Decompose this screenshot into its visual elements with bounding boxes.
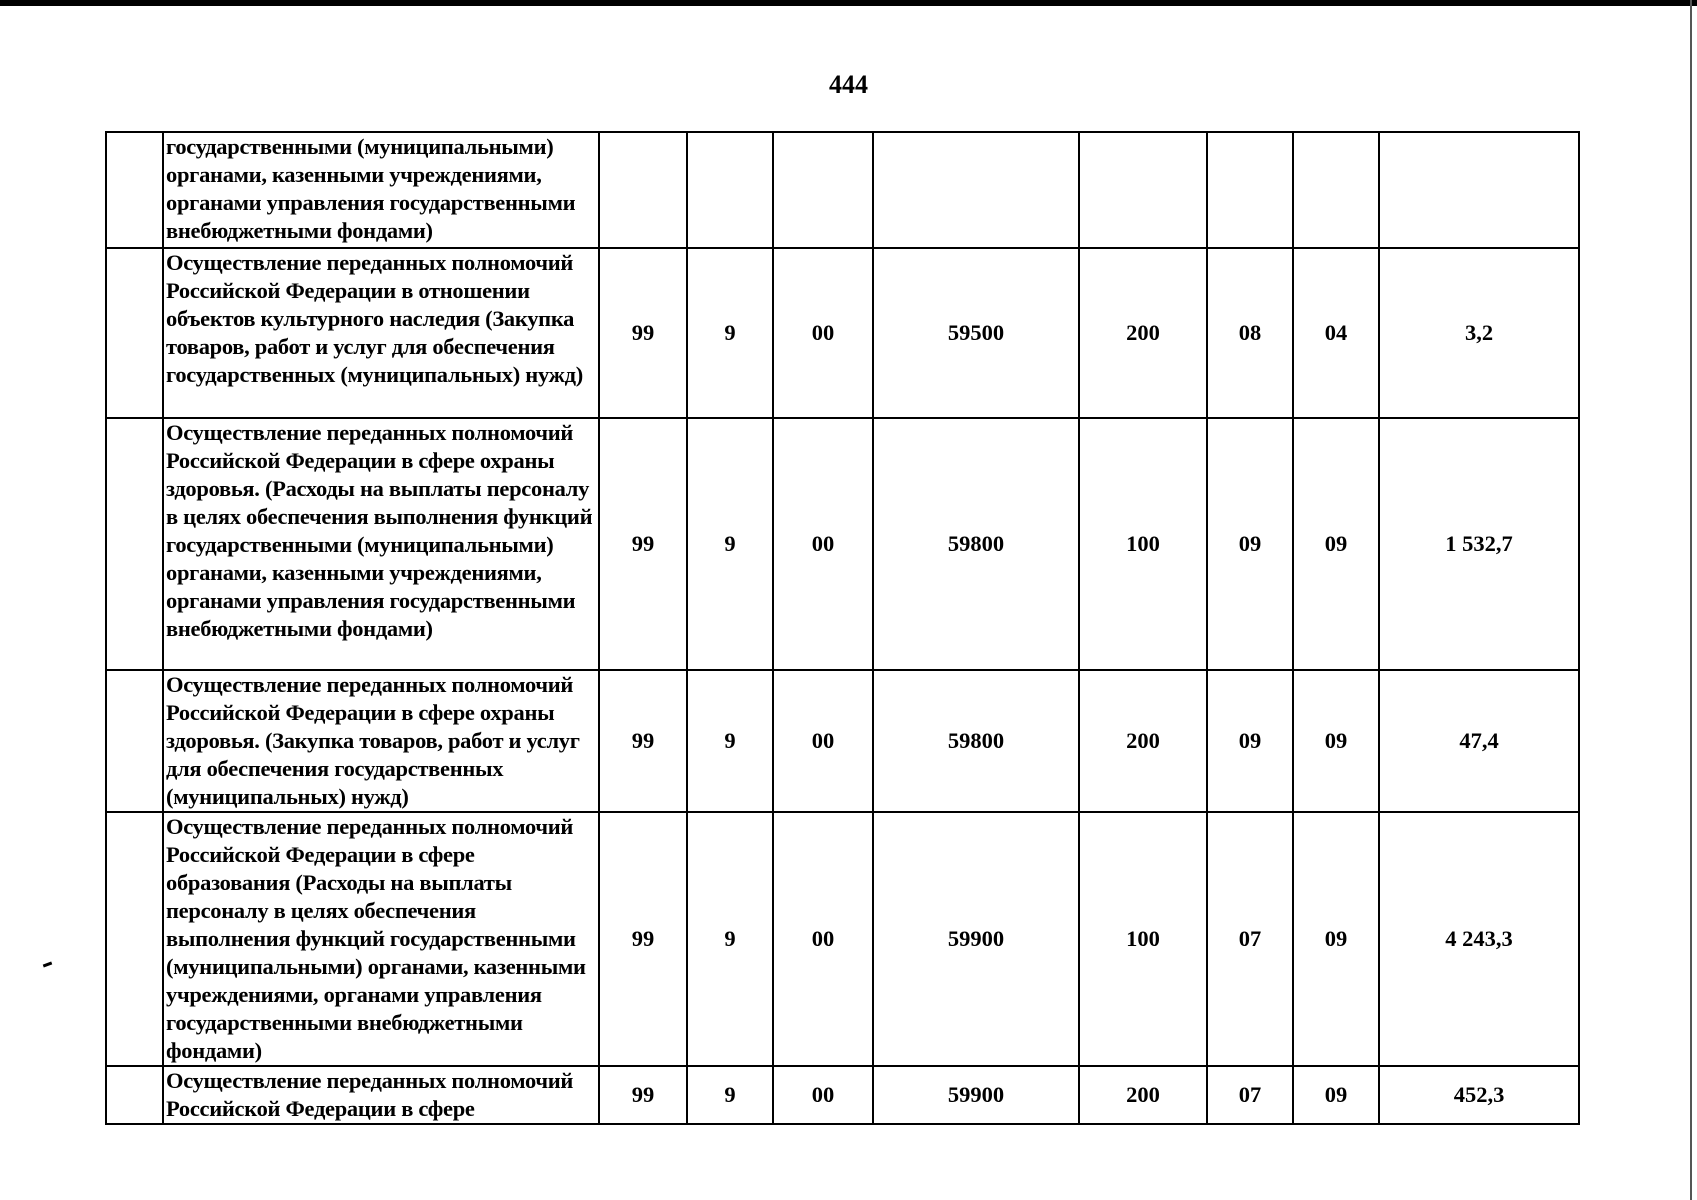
row-description: Осуществление переданных полномочий Российской Федерации в сфере охраны здоровья. (Расходы на выплаты персоналу в целях обеспечения выполнения функций государственными (муниципальными) органами, казенными учреждениями, органами управления государственными внебюджетными фондами) bbox=[163, 418, 599, 670]
code-cell: 00 bbox=[773, 812, 873, 1066]
amount-cell: 452,3 bbox=[1379, 1066, 1579, 1124]
code-cell: 9 bbox=[687, 812, 773, 1066]
row-index-cell bbox=[106, 1066, 163, 1124]
row-description: Осуществление переданных полномочий Российской Федерации в отношении объектов культурного наследия (Закупка товаров, работ и услуг для обеспечения государственных (муниципальных) нужд) bbox=[163, 248, 599, 418]
code-cell: 08 bbox=[1207, 248, 1293, 418]
table-row bbox=[106, 670, 1579, 812]
row-index-cell bbox=[106, 812, 163, 1066]
code-cell: 99 bbox=[599, 1066, 687, 1124]
page-top-border bbox=[0, 0, 1697, 6]
code-cell: 59900 bbox=[873, 1066, 1079, 1124]
code-cell: 09 bbox=[1207, 418, 1293, 670]
code-cell: 07 bbox=[1207, 1066, 1293, 1124]
row-index-cell bbox=[106, 418, 163, 670]
code-cell: 59500 bbox=[873, 248, 1079, 418]
code-cell: 59800 bbox=[873, 670, 1079, 812]
code-cell: 9 bbox=[687, 670, 773, 812]
code-cell bbox=[1079, 132, 1207, 248]
code-cell: 100 bbox=[1079, 812, 1207, 1066]
code-cell: 04 bbox=[1293, 248, 1379, 418]
table-row bbox=[106, 132, 1579, 248]
budget-table bbox=[105, 131, 1580, 1125]
table-row bbox=[106, 248, 1579, 418]
code-cell: 09 bbox=[1293, 812, 1379, 1066]
row-index-cell bbox=[106, 132, 163, 248]
code-cell: 200 bbox=[1079, 670, 1207, 812]
code-cell: 00 bbox=[773, 1066, 873, 1124]
code-cell: 99 bbox=[599, 812, 687, 1066]
row-index-cell bbox=[106, 248, 163, 418]
row-description: Осуществление переданных полномочий Российской Федерации в сфере охраны здоровья. (Закупка товаров, работ и услуг для обеспечения государственных (муниципальных) нужд) bbox=[163, 670, 599, 812]
code-cell: 00 bbox=[773, 418, 873, 670]
code-cell: 59800 bbox=[873, 418, 1079, 670]
code-cell: 59900 bbox=[873, 812, 1079, 1066]
code-cell bbox=[773, 132, 873, 248]
code-cell: 100 bbox=[1079, 418, 1207, 670]
code-cell: 99 bbox=[599, 248, 687, 418]
code-cell: 99 bbox=[599, 418, 687, 670]
code-cell: 09 bbox=[1293, 670, 1379, 812]
code-cell bbox=[1293, 132, 1379, 248]
code-cell bbox=[687, 132, 773, 248]
code-cell: 200 bbox=[1079, 248, 1207, 418]
code-cell: 9 bbox=[687, 1066, 773, 1124]
code-cell: 09 bbox=[1293, 418, 1379, 670]
stray-scan-mark bbox=[43, 962, 52, 968]
page-right-edge bbox=[1690, 0, 1692, 1200]
row-description: Осуществление переданных полномочий Российской Федерации в сфере образования (Расходы на выплаты персоналу в целях обеспечения выполнения функций государственными (муниципальными) органами, казенными учреждениями, органами управления государственными внебюджетными фондами) bbox=[163, 812, 599, 1066]
amount-cell: 4 243,3 bbox=[1379, 812, 1579, 1066]
amount-cell bbox=[1379, 132, 1579, 248]
table-row bbox=[106, 418, 1579, 670]
code-cell bbox=[1207, 132, 1293, 248]
code-cell: 00 bbox=[773, 670, 873, 812]
amount-cell: 3,2 bbox=[1379, 248, 1579, 418]
table-row bbox=[106, 1066, 1579, 1124]
code-cell bbox=[873, 132, 1079, 248]
row-description: государственными (муниципальными) органами, казенными учреждениями, органами управления государственными внебюджетными фондами) bbox=[163, 132, 599, 248]
page-number: 444 bbox=[829, 70, 868, 99]
code-cell: 9 bbox=[687, 418, 773, 670]
amount-cell: 47,4 bbox=[1379, 670, 1579, 812]
table-row bbox=[106, 812, 1579, 1066]
code-cell: 00 bbox=[773, 248, 873, 418]
code-cell bbox=[599, 132, 687, 248]
row-index-cell bbox=[106, 670, 163, 812]
code-cell: 09 bbox=[1207, 670, 1293, 812]
code-cell: 200 bbox=[1079, 1066, 1207, 1124]
code-cell: 07 bbox=[1207, 812, 1293, 1066]
row-description: Осуществление переданных полномочий Российской Федерации в сфере bbox=[163, 1066, 599, 1124]
code-cell: 09 bbox=[1293, 1066, 1379, 1124]
code-cell: 99 bbox=[599, 670, 687, 812]
amount-cell: 1 532,7 bbox=[1379, 418, 1579, 670]
code-cell: 9 bbox=[687, 248, 773, 418]
